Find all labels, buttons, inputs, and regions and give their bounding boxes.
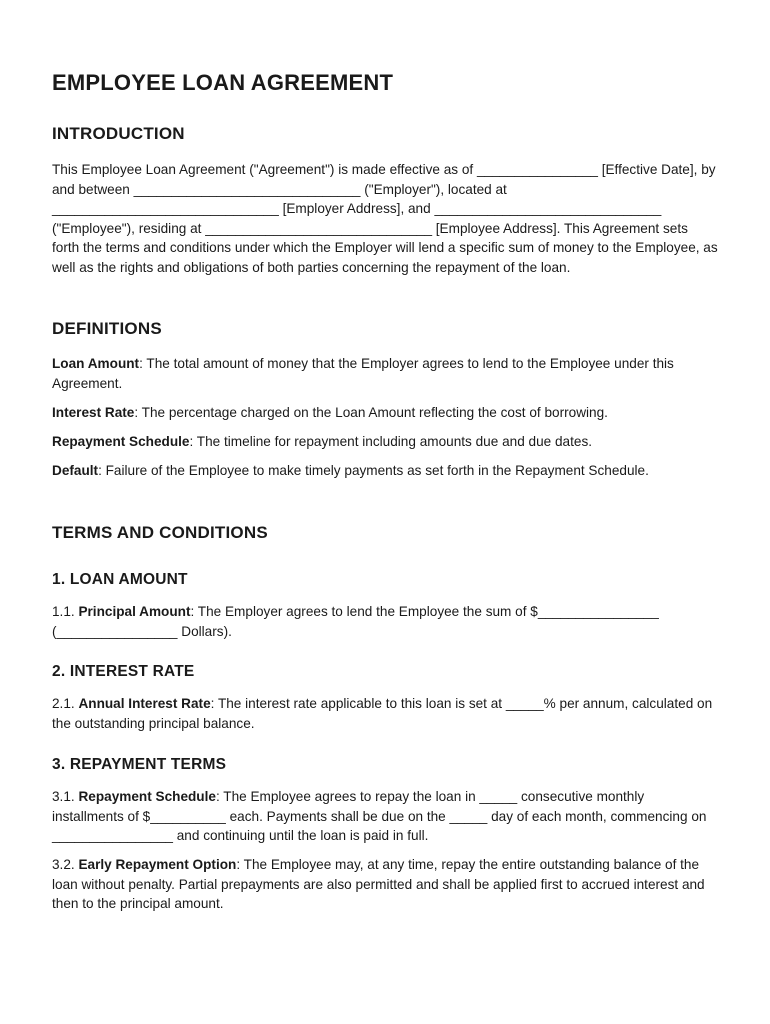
clause-text: : The Employee agrees to repay the loan in _____ consecutive monthly installments of $__________ each. Payments shall be due on the _____ day of each month, commencing on ________________ and continuing until the loan is paid in full. [52, 789, 707, 844]
clause-number: 1.1. [52, 604, 79, 619]
definition-interest-rate [52, 403, 718, 423]
section-interest-rate-heading: 2. INTEREST RATE [52, 663, 195, 680]
clause-text: : The interest rate applicable to this loan is set at _____% per annum, calculated on the outstanding principal balance. [52, 696, 713, 731]
terms-heading: TERMS AND CONDITIONS [52, 523, 268, 542]
definitions-heading: DEFINITIONS [52, 319, 162, 338]
section-repayment-terms-heading: 3. REPAYMENT TERMS [52, 756, 227, 773]
document-title: EMPLOYEE LOAN AGREEMENT [52, 70, 394, 95]
clause-2-1 [52, 694, 718, 733]
definition-term: Interest Rate [52, 405, 135, 420]
definition-loan-amount [52, 354, 718, 393]
definition-term: Default [52, 463, 99, 478]
clause-number: 3.1. [52, 789, 79, 804]
clause-number: 2.1. [52, 696, 79, 711]
clause-term: Repayment Schedule [78, 789, 216, 804]
clause-3-1 [52, 787, 718, 846]
section-loan-amount-heading: 1. LOAN AMOUNT [52, 571, 188, 588]
definition-term: Repayment Schedule [52, 434, 190, 449]
clause-term: Early Repayment Option [78, 857, 237, 872]
definition-text: : The timeline for repayment including amounts due and due dates. [189, 434, 593, 449]
definition-text: : The total amount of money that the Employer agrees to lend to the Employee under this Agreement. [52, 356, 674, 391]
clause-text: : The Employee may, at any time, repay the entire outstanding balance of the loan without penalty. Partial prepayments are also permitted and shall be applied first to accrued interest and then to the principal amount. [52, 857, 705, 912]
clause-term: Annual Interest Rate [78, 696, 211, 711]
definition-text: : Failure of the Employee to make timely payments as set forth in the Repayment Schedule. [98, 463, 649, 478]
definition-repayment-schedule [52, 432, 718, 452]
clause-text: : The Employer agrees to lend the Employee the sum of $________________ (________________ Dollars). [52, 604, 659, 639]
introduction-paragraph: This Employee Loan Agreement ("Agreement") is made effective as of ________________ [Effective Date], by and between ______________________________ ("Employer"), located at ______________________________ [Employer Address], and ______________________________ ("Employee"), residing at ______________________________ [Employee Address]. This Agreement sets forth the terms and conditions under which the Employer will lend a specific sum of money to the Employee, as well as the rights and obligations of both parties concerning the repayment of the loan. [52, 162, 718, 275]
clause-1-1 [52, 602, 718, 641]
clause-3-2 [52, 855, 718, 914]
introduction-heading: INTRODUCTION [52, 124, 185, 143]
clause-number: 3.2. [52, 857, 79, 872]
definition-default [52, 461, 718, 481]
definition-term: Loan Amount [52, 356, 140, 371]
clause-term: Principal Amount [78, 604, 191, 619]
definition-text: : The percentage charged on the Loan Amount reflecting the cost of borrowing. [134, 405, 608, 420]
